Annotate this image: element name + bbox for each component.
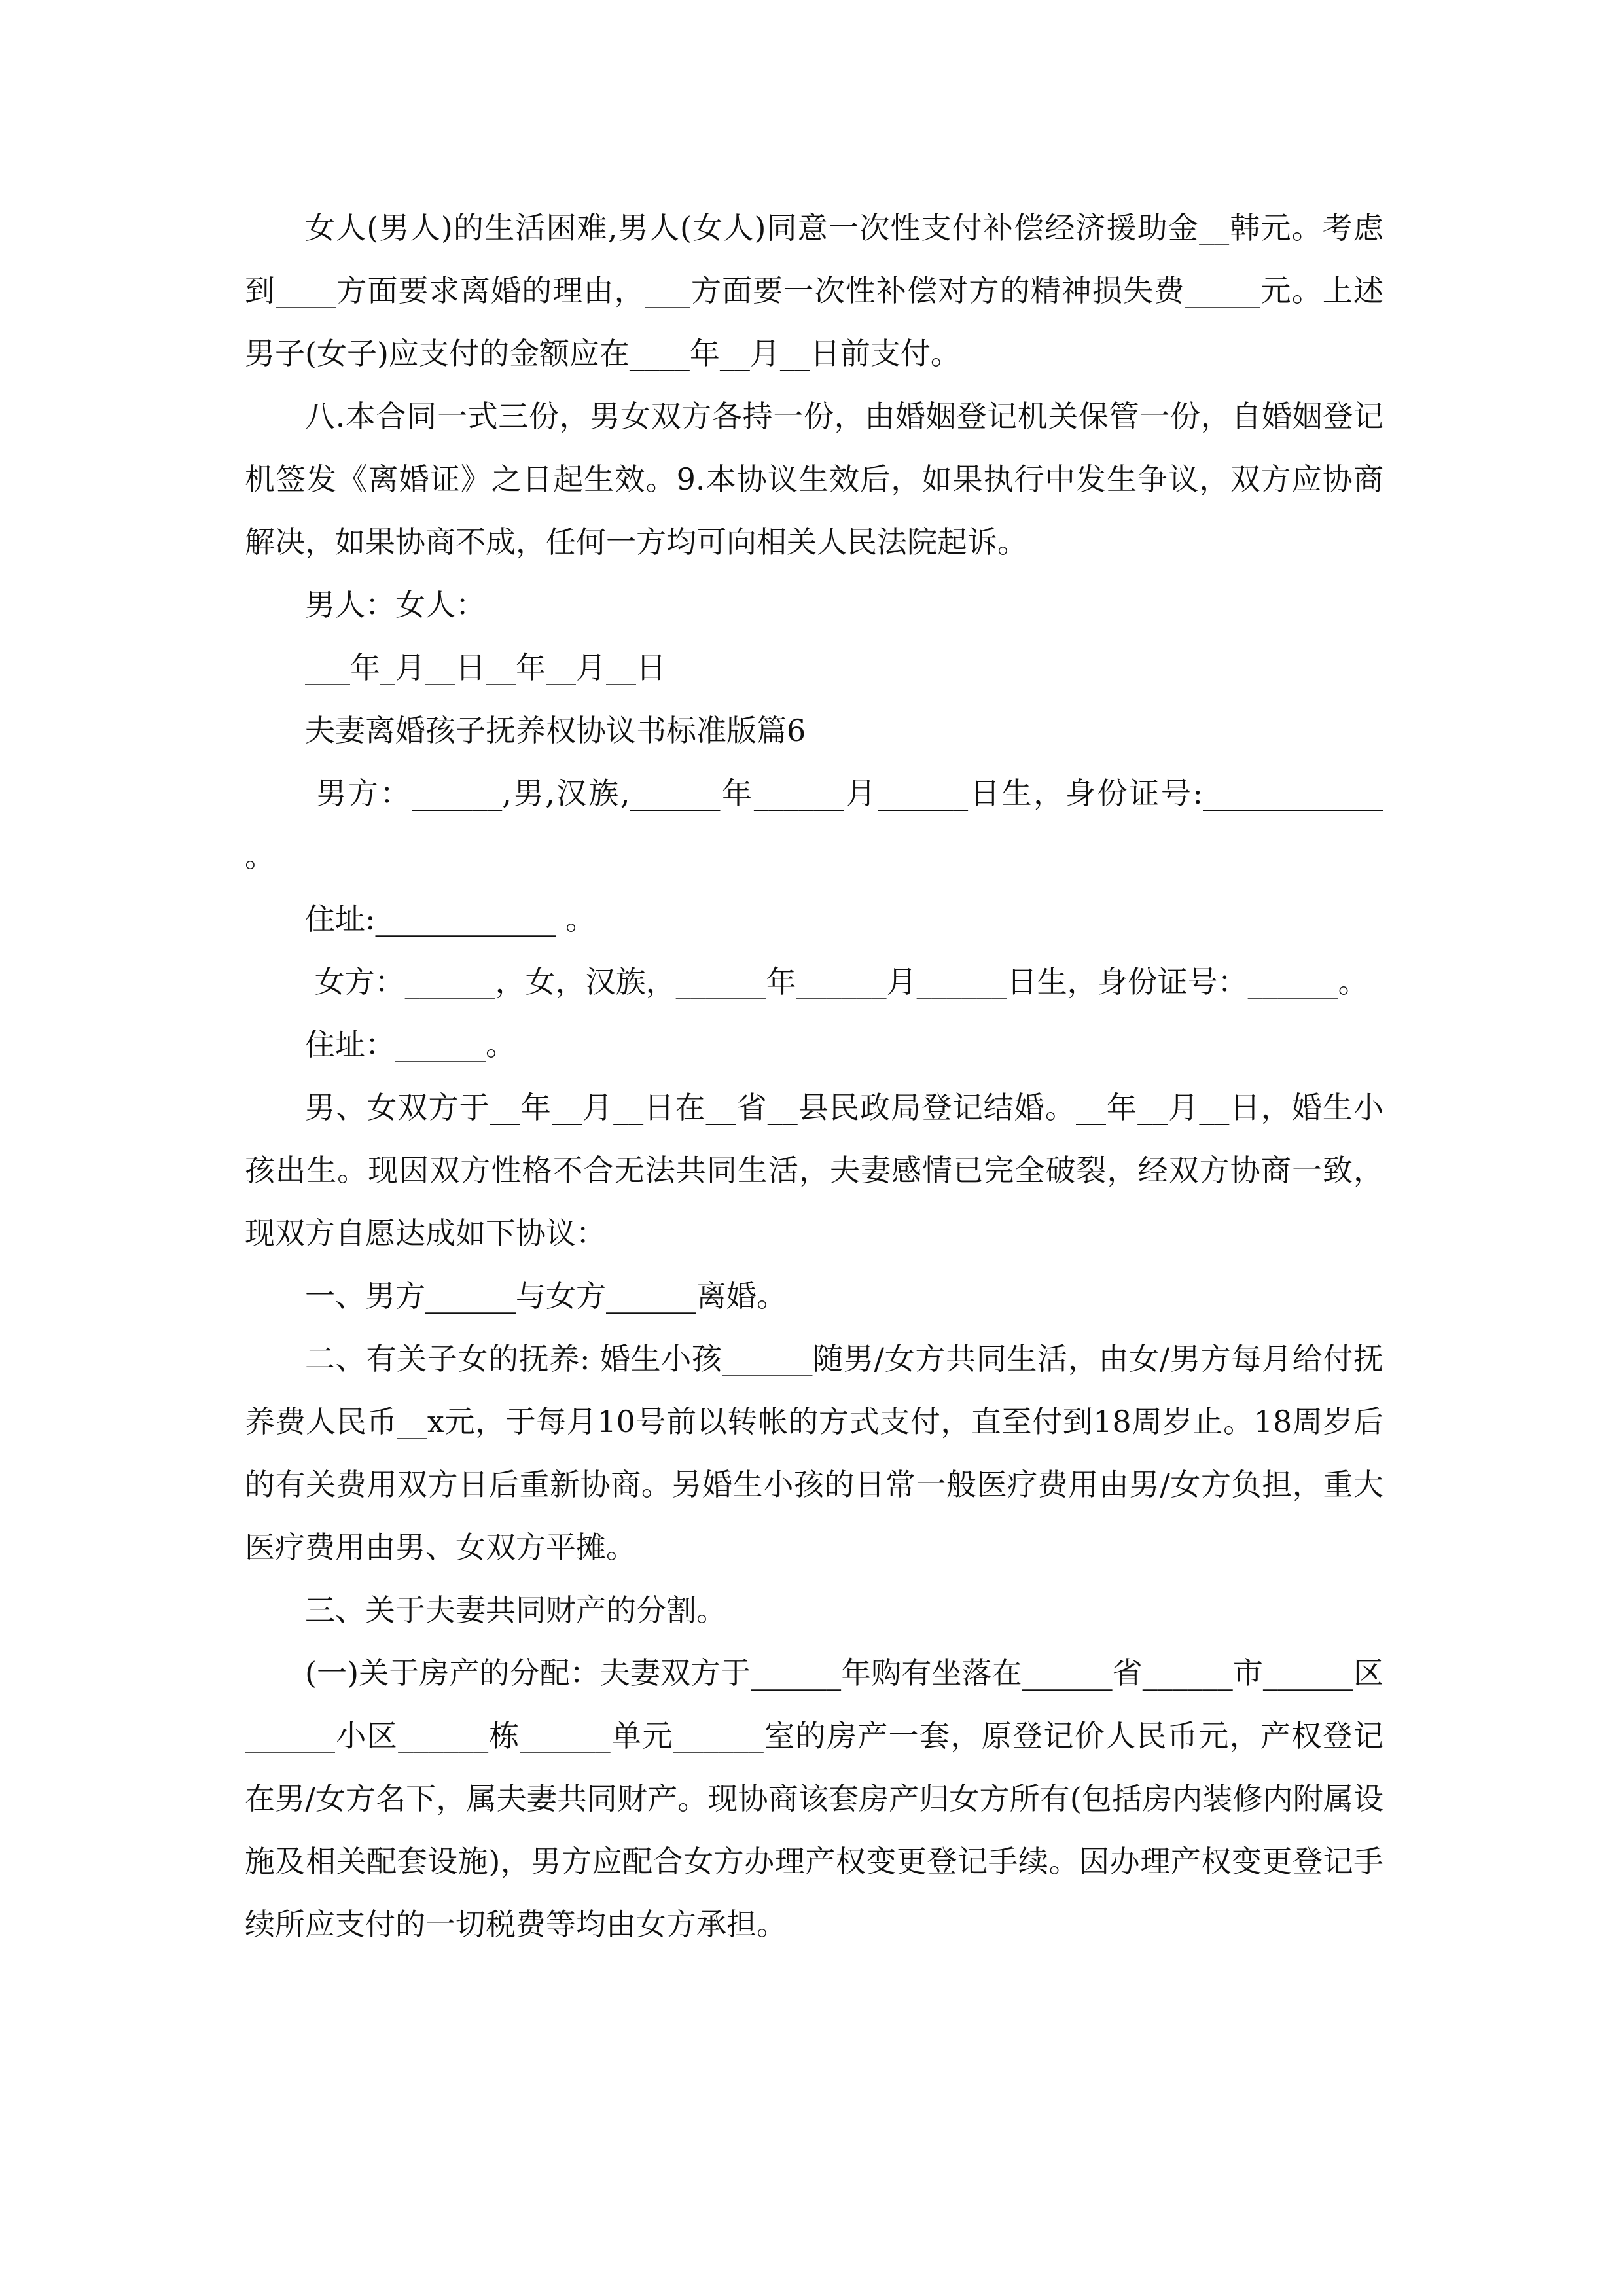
- paragraph-clause-2: 二、有关子女的抚养: 婚生小孩______随男/女方共同生活，由女/男方每月给付抚养费人民币__x元，于每月10号前以转帐的方式支付，直至付到18周岁止。18周岁后的有关费用双方日后重新协商。另婚生小孩的日常一般医疗费用由男/女方负担，重大医疗费用由男、女双方平摊。: [245, 1341, 1383, 1565]
- paragraph-clause-3-1: (一)关于房产的分配：夫妻双方于______年购有坐落在______省______市______区______小区______栋______单元______室的房产一套，原登记价人民币元，产权登记在男/女方名下，属夫妻共同财产。现协商该套房产归女方所有(包括房内装修内附属设施及相关配套设施)，男方应配合女方办理产权变更登记手续。因办理产权变更登记手续所应支付的一切税费等均由女方承担。: [245, 1655, 1383, 1942]
- paragraph-compensation: 女人(男人)的生活困难,男人(女人)同意一次性支付补偿经济援助金__韩元。考虑到____方面要求离婚的理由，___方面要一次性补偿对方的精神损失费_____元。上述男子(女子)应支付的金额应在____年__月__日前支付。: [245, 210, 1383, 371]
- paragraph-contract-copies: 八.本合同一式三份，男女双方各持一份，由婚姻登记机关保管一份，自婚姻登记机签发《离婚证》之日起生效。9.本协议生效后，如果执行中发生争议，双方应协商解决，如果协商不成，任何一方均可向相关人民法院起诉。: [245, 399, 1383, 560]
- paragraph-clause-3: 三、关于夫妻共同财产的分割。: [305, 1592, 726, 1628]
- document-page: [245, 196, 1393, 1956]
- paragraph-male-party: 男方：______,男,汉族,______年______月______日生，身份证号:____________ 。: [245, 776, 1393, 874]
- paragraph-signatures: 男人：女人：: [305, 587, 486, 622]
- paragraph-female-party: 女方：______，女，汉族，______年______月______日生，身份证号：______。: [305, 964, 1368, 999]
- paragraph-clause-1: 一、男方______与女方______离婚。: [305, 1278, 787, 1314]
- paragraph-male-address: 住址:____________ 。: [305, 901, 596, 937]
- paragraph-female-address: 住址：______。: [305, 1027, 516, 1062]
- paragraph-marriage-registration: 男、女双方于__年__月__日在__省__县民政局登记结婚。__年__月__日，婚生小孩出生。现因双方性格不合无法共同生活，夫妻感情已完全破裂，经双方协商一致，现双方自愿达成如下协议：: [245, 1090, 1384, 1251]
- section-title: 夫妻离婚孩子抚养权协议书标准版篇6: [305, 713, 806, 748]
- paragraph-dates: ___年_月__日__年__月__日: [305, 650, 666, 685]
